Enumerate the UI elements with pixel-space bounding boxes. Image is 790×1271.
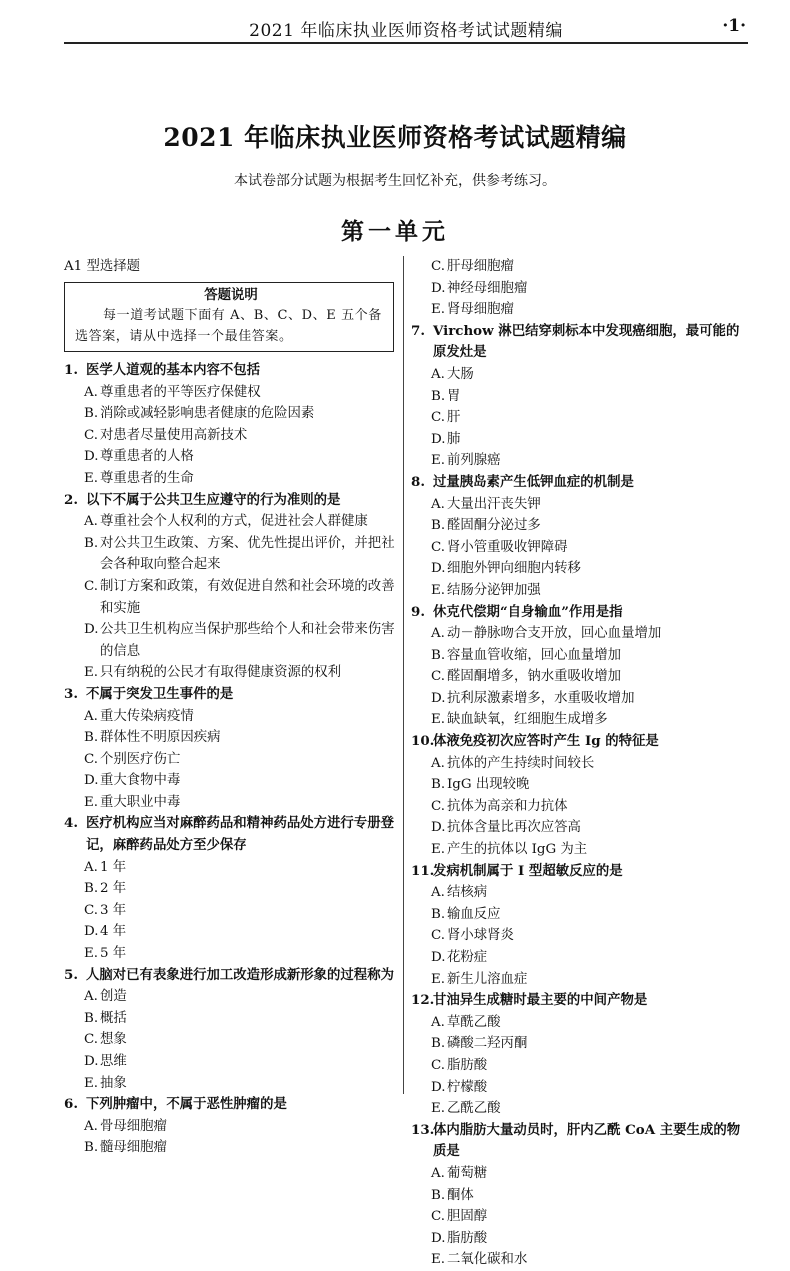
answer-option: [84, 878, 258, 900]
answer-option: [431, 450, 747, 472]
answer-option: [431, 688, 747, 710]
option-text: 前列腺癌: [447, 453, 501, 469]
option-letter: C.: [84, 427, 99, 443]
question-stem: [64, 684, 398, 706]
question-number: 7.: [411, 322, 425, 339]
option-text: 尊重社会个人权利的方式，促进社会人群健康: [100, 514, 368, 530]
question-options: [411, 1012, 747, 1120]
option-text: 醛固酮增多，钠水重吸收增加: [447, 669, 622, 685]
answer-option: [431, 817, 747, 839]
answer-option: [84, 425, 398, 447]
option-text: 细胞外钾向细胞内转移: [447, 561, 581, 577]
option-text: 骨母细胞瘤: [100, 1118, 167, 1134]
answer-option: [431, 882, 605, 904]
option-letter: A.: [84, 708, 98, 724]
question-stem: [64, 1094, 398, 1116]
question-number: 10.: [411, 733, 435, 750]
option-letter: B.: [84, 535, 99, 551]
answer-option: [431, 537, 747, 559]
question-options: [411, 753, 747, 861]
option-text: 新生儿溶血症: [447, 971, 528, 987]
answer-option: [431, 494, 747, 516]
option-text: 肝: [447, 410, 461, 426]
answer-option: [84, 900, 258, 922]
running-header-title: 2021 年临床执业医师资格考试试题精编: [249, 21, 563, 41]
option-letter: E.: [84, 1075, 99, 1091]
option-text: 重大传染病疫情: [100, 708, 194, 724]
option-text: 4 年: [100, 924, 127, 940]
question-options: [411, 364, 747, 472]
option-text: 草酰乙酸: [447, 1014, 501, 1030]
question-number: 13.: [411, 1121, 435, 1138]
option-letter: B.: [431, 1036, 446, 1052]
option-text: 磷酸二羟丙酮: [447, 1036, 528, 1052]
option-text: 大肠: [447, 366, 474, 382]
answer-option: [431, 1012, 605, 1034]
option-text: 群体性不明原因疾病: [100, 730, 221, 746]
option-text: 花粉症: [447, 950, 488, 965]
option-text: 大量出汗丧失钾: [447, 496, 541, 512]
answer-option: [431, 580, 747, 602]
answer-option: [84, 619, 398, 662]
question-number: 5.: [64, 966, 78, 983]
option-text: 脂肪酸: [447, 1057, 488, 1073]
answer-option: [431, 774, 747, 796]
option-text: 肾小球肾炎: [447, 928, 514, 944]
question-stem: [411, 321, 747, 364]
answer-option: [84, 468, 398, 490]
option-letter: D.: [431, 1079, 446, 1095]
answer-option: [84, 727, 398, 749]
option-text: 重大职业中毒: [100, 794, 181, 810]
option-text: 制订方案和政策，有效促进自然和社会环境的改善和实施: [100, 578, 395, 616]
option-text: 动－静脉吻合支开放，回心血量增加: [447, 626, 662, 642]
option-letter: B.: [431, 906, 446, 922]
option-letter: C.: [431, 1209, 446, 1225]
option-letter: E.: [431, 302, 446, 318]
question-text: 下列肿瘤中，不属于恶性肿瘤的是: [86, 1096, 287, 1113]
question-options: [411, 1163, 747, 1271]
option-letter: A.: [84, 859, 98, 875]
answer-option: [84, 857, 258, 879]
question-options: [64, 986, 398, 1094]
option-letter: B.: [431, 647, 446, 663]
option-text: 对患者尽量使用高新技术: [100, 427, 248, 443]
left-column: [64, 256, 398, 1159]
option-letter: C.: [431, 798, 446, 814]
question-stem: [64, 813, 398, 856]
option-letter: E.: [84, 794, 99, 810]
answer-option: [84, 576, 398, 619]
answer-option: [431, 839, 747, 861]
answer-option: [84, 1116, 258, 1138]
question-text: 休克代偿期“自身输血”作用是指: [433, 603, 623, 620]
column-divider: [403, 256, 404, 1094]
instructions-title: 答题说明: [204, 287, 258, 303]
answer-option: [84, 770, 398, 792]
section-heading: A1 型选择题: [64, 259, 141, 274]
option-letter: C.: [84, 902, 99, 918]
option-text: 缺血缺氧，红细胞生成增多: [447, 712, 608, 728]
answer-option: [431, 515, 747, 537]
answer-option: [431, 947, 605, 969]
option-letter: A.: [431, 366, 445, 382]
option-text: 思维: [100, 1054, 127, 1069]
option-text: 脂肪酸: [447, 1230, 488, 1246]
page-subtitle: 本试卷部分试题为根据考生回忆补充，供参考练习。: [234, 173, 556, 189]
answer-option: [431, 645, 747, 667]
unit-heading: 第一单元: [341, 218, 449, 245]
question-number: 2.: [64, 491, 78, 508]
answer-option: [84, 1073, 398, 1095]
option-letter: C.: [431, 1057, 446, 1073]
option-letter: C.: [84, 751, 99, 767]
question-options: [64, 706, 398, 814]
option-text: 尊重患者的平等医疗保健权: [100, 384, 261, 400]
option-letter: B.: [431, 388, 446, 404]
answer-option: [84, 921, 258, 943]
question-number: 12.: [411, 992, 435, 1009]
option-letter: A.: [84, 1118, 98, 1134]
answer-option: [84, 986, 258, 1008]
option-letter: A.: [84, 384, 98, 400]
answer-option: [431, 925, 605, 947]
option-letter: D.: [431, 1230, 446, 1246]
question-stem: [64, 490, 398, 512]
option-text: 肾小管重吸收钾障碍: [447, 539, 568, 555]
question-number: 1.: [64, 362, 78, 378]
answer-option: [84, 1029, 258, 1051]
option-text: 尊重患者的人格: [100, 449, 194, 465]
answer-option: [431, 1185, 605, 1207]
option-text: 尊重患者的生命: [100, 470, 194, 486]
option-text: 容量血管收缩，回心血量增加: [447, 647, 622, 663]
instructions-box: [64, 282, 394, 352]
option-letter: E.: [431, 971, 446, 987]
question-options: [64, 511, 398, 684]
question-text: 发病机制属于 I 型超敏反应的是: [433, 862, 623, 879]
question-number: 4.: [64, 815, 78, 832]
option-text: 产生的抗体以 IgG 为主: [447, 842, 588, 858]
question-text: Virchow 淋巴结穿刺标本中发现癌细胞，最可能的原发灶是: [433, 322, 740, 361]
option-text: 结核病: [447, 885, 488, 901]
option-letter: D.: [431, 820, 446, 836]
option-letter: E.: [431, 1252, 446, 1268]
option-text: 二氧化碳和水: [447, 1252, 528, 1268]
option-letter: A.: [431, 1014, 445, 1030]
option-letter: B.: [431, 518, 446, 534]
option-letter: D.: [431, 690, 446, 706]
answer-option: [431, 753, 747, 775]
question-number: 8.: [411, 473, 425, 490]
question-text: 医疗机构应当对麻醉药品和精神药品处方进行专册登记，麻醉药品处方至少保存: [86, 815, 394, 854]
option-text: 想象: [100, 1032, 127, 1048]
answer-option: [84, 706, 398, 728]
answer-option: [431, 386, 605, 408]
option-text: 1 年: [100, 859, 127, 875]
option-text: 5 年: [100, 946, 127, 962]
answer-option: [431, 407, 605, 429]
question-stem: [411, 731, 747, 753]
question-options: [64, 382, 398, 490]
answer-option: [431, 1033, 605, 1055]
answer-option: [431, 1206, 605, 1228]
option-letter: A.: [431, 626, 445, 642]
option-letter: E.: [84, 470, 99, 486]
option-text: 胃: [447, 388, 461, 404]
option-letter: B.: [84, 406, 99, 422]
question-options: [411, 256, 747, 321]
answer-option: [431, 666, 747, 688]
question-text: 过量胰岛素产生低钾血症的机制是: [433, 473, 634, 490]
option-text: 髓母细胞瘤: [100, 1140, 167, 1156]
option-text: 抗利尿激素增多，水重吸收增加: [447, 690, 635, 706]
option-letter: D.: [431, 561, 446, 577]
option-text: 对公共卫生政策、方案、优先性提出评价，并把社会各种取向整合起来: [100, 535, 395, 573]
option-letter: C.: [431, 410, 446, 426]
option-letter: D.: [84, 622, 99, 638]
option-letter: A.: [431, 755, 445, 771]
right-column: [411, 256, 747, 1271]
option-letter: B.: [84, 730, 99, 746]
question-stem: [64, 965, 398, 987]
option-letter: C.: [431, 928, 446, 944]
option-letter: C.: [431, 259, 446, 274]
option-letter: A.: [84, 989, 98, 1005]
question-text: 人脑对已有表象进行加工改造形成新形象的过程称为: [86, 966, 394, 983]
answer-option: [431, 904, 605, 926]
question-stem: [411, 861, 747, 883]
option-text: 输血反应: [447, 906, 501, 922]
answer-option: [84, 446, 398, 468]
option-letter: A.: [431, 885, 445, 901]
question-text: 不属于突发卫生事件的是: [86, 685, 234, 702]
question-options: [64, 1116, 398, 1159]
answer-option: [431, 623, 747, 645]
option-text: 神经母细胞瘤: [447, 280, 528, 296]
option-letter: D.: [431, 280, 446, 296]
option-text: 肾母细胞瘤: [447, 302, 514, 318]
option-letter: B.: [84, 881, 99, 897]
option-text: 2 年: [100, 881, 127, 897]
option-text: 胆固醇: [447, 1209, 488, 1225]
option-text: 抗体为高亲和力抗体: [447, 798, 568, 814]
answer-option: [84, 749, 398, 771]
question-text: 体内脂肪大量动员时，肝内乙酰 CoA 主要生成的物质是: [433, 1121, 741, 1160]
answer-option: [431, 429, 605, 451]
answer-option: [84, 1008, 258, 1030]
option-text: 公共卫生机构应当保护那些给个人和社会带来伤害的信息: [100, 622, 395, 659]
page-title: 2021 年临床执业医师资格考试试题精编: [163, 123, 627, 152]
running-header: [64, 12, 748, 44]
question-text: 体液免疫初次应答时产生 Ig 的特征是: [433, 733, 659, 750]
answer-option: [431, 1228, 605, 1250]
question-number: 11.: [411, 862, 435, 879]
question-options: [411, 882, 747, 990]
option-text: 个别医疗伤亡: [100, 751, 181, 767]
question-options: [64, 857, 398, 965]
option-letter: C.: [84, 578, 99, 594]
answer-option: [431, 1077, 605, 1099]
option-letter: B.: [84, 1140, 99, 1156]
option-text: 柠檬酸: [447, 1079, 488, 1095]
answer-option: [431, 969, 747, 991]
question-number: 9.: [411, 603, 425, 620]
answer-option: [431, 1163, 605, 1185]
option-text: 只有纳税的公民才有取得健康资源的权利: [100, 665, 342, 681]
option-text: 葡萄糖: [447, 1165, 488, 1181]
question-stem: [411, 602, 747, 624]
answer-option: [431, 1249, 747, 1271]
answer-option: [84, 511, 398, 533]
option-letter: E.: [431, 453, 446, 469]
option-letter: C.: [431, 669, 446, 685]
answer-option: [431, 1055, 605, 1077]
option-letter: D.: [84, 773, 99, 789]
option-letter: E.: [84, 946, 99, 962]
answer-option: [84, 382, 398, 404]
question-text: 以下不属于公共卫生应遵守的行为准则的是: [86, 491, 341, 508]
option-text: 概括: [100, 1010, 127, 1026]
option-letter: E.: [431, 1101, 446, 1117]
question-stem: [411, 990, 747, 1012]
option-text: 肺: [447, 431, 461, 447]
option-text: IgG 出现较晚: [447, 777, 530, 793]
answer-option: [431, 1098, 747, 1120]
answer-option: [431, 299, 747, 321]
option-letter: A.: [431, 1165, 445, 1181]
option-letter: B.: [84, 1010, 99, 1026]
answer-option: [431, 558, 747, 580]
answer-option: [431, 364, 605, 386]
option-text: 抗体含量比再次应答高: [447, 820, 581, 836]
option-letter: D.: [431, 950, 446, 965]
option-text: 3 年: [100, 902, 127, 918]
answer-option: [84, 792, 398, 814]
question-number: 6.: [64, 1096, 78, 1113]
question-options: [411, 623, 747, 731]
option-text: 醛固酮分泌过多: [447, 518, 541, 534]
answer-option: [431, 278, 605, 300]
option-text: 消除或减轻影响患者健康的危险因素: [100, 406, 315, 422]
answer-option: [431, 256, 605, 278]
option-text: 酮体: [447, 1187, 474, 1203]
answer-option: [84, 662, 398, 684]
option-text: 肝母细胞瘤: [447, 259, 514, 274]
question-text: 甘油异生成糖时最主要的中间产物是: [433, 992, 648, 1009]
option-letter: E.: [431, 842, 446, 858]
question-stem: [411, 472, 747, 494]
option-text: 结肠分泌钾加强: [447, 582, 541, 598]
answer-option: [84, 403, 398, 425]
option-letter: D.: [84, 924, 99, 940]
answer-option: [431, 796, 747, 818]
question-stem: [411, 1120, 747, 1163]
question-options: [411, 494, 747, 602]
answer-option: [84, 1137, 258, 1159]
option-letter: C.: [84, 1032, 99, 1048]
question-text: 医学人道观的基本内容不包括: [86, 362, 261, 378]
option-letter: D.: [84, 449, 99, 465]
question-stem: [64, 360, 398, 382]
option-letter: E.: [431, 712, 446, 728]
option-letter: E.: [84, 665, 99, 681]
option-letter: D.: [431, 431, 446, 447]
option-letter: B.: [431, 1187, 446, 1203]
option-text: 乙酰乙酸: [447, 1101, 501, 1117]
answer-option: [431, 709, 747, 731]
option-letter: A.: [431, 496, 445, 512]
option-letter: E.: [431, 582, 446, 598]
option-letter: D.: [84, 1054, 99, 1069]
option-letter: A.: [84, 514, 98, 530]
option-text: 抗体的产生持续时间较长: [447, 755, 595, 771]
instructions-text: 每一道考试题下面有 A、B、C、D、E 五个备选答案，请从中选择一个最佳答案。: [75, 308, 382, 344]
page-number: ·1·: [722, 16, 746, 36]
option-text: 创造: [100, 989, 127, 1005]
question-number: 3.: [64, 685, 78, 702]
answer-option: [84, 533, 398, 576]
option-letter: C.: [431, 539, 446, 555]
answer-option: [84, 1051, 258, 1073]
option-text: 重大食物中毒: [100, 773, 181, 789]
option-text: 抽象: [100, 1075, 127, 1091]
answer-option: [84, 943, 398, 965]
option-letter: B.: [431, 777, 446, 793]
